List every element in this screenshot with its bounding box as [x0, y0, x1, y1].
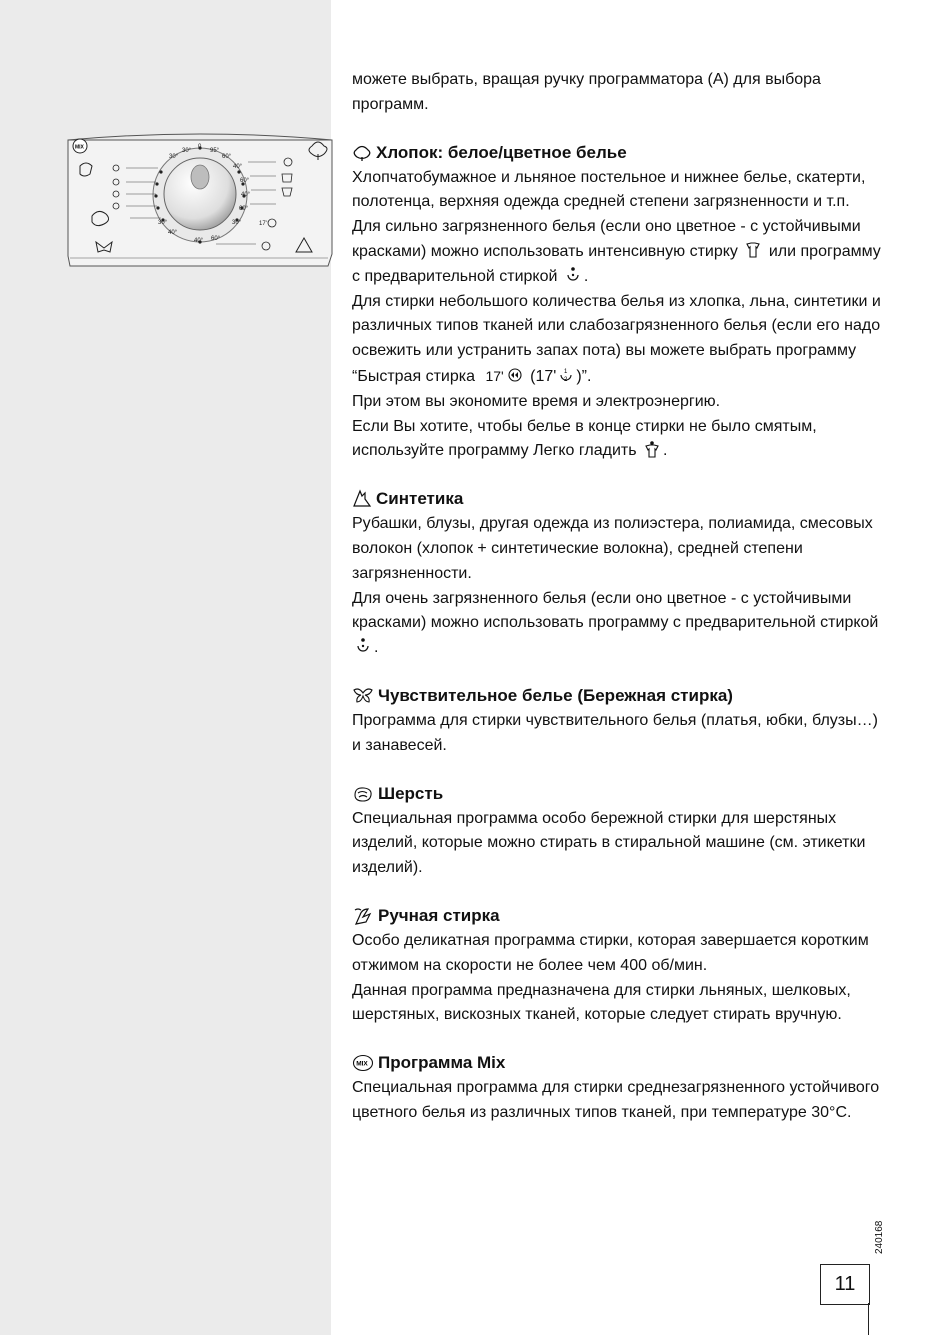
- mix-heading: MIX Программа Mix: [352, 1050, 882, 1076]
- section-cotton: [352, 140, 882, 465]
- cotton-icon: [352, 144, 372, 162]
- intensive-shirt-icon: [744, 241, 762, 259]
- synthetic-text: Рубашки, блузы, другая одежда из полиэстера, полиамида, смесовых волокон (хлопок + синтетические волокна), средней степени загрязненности.: [352, 515, 873, 582]
- svg-text:MIX: MIX: [356, 1060, 368, 1068]
- page-number-rule: [868, 1303, 869, 1335]
- panel-temp-label: 40°: [233, 164, 243, 170]
- handwash-text: Особо деликатная программа стирки, которая завершается коротким отжимом на скорости не более чем 400 об/мин.: [352, 931, 869, 974]
- easy-iron-icon: [643, 440, 661, 458]
- quick-wash-icon: [506, 366, 524, 384]
- svg-text:1: 1: [564, 368, 568, 375]
- butterfly-icon: [352, 687, 374, 705]
- wool-icon: [352, 785, 374, 803]
- panel-temp-label: 30°: [232, 220, 242, 226]
- mix-text: Специальная программа для стирки среднезагрязненного устойчивого цветного белья из различных типов тканей, при температуре 30°С.: [352, 1079, 880, 1121]
- programmer-panel-illustration: [66, 132, 334, 268]
- svg-text:MIX: MIX: [75, 144, 84, 151]
- page-number: 11: [820, 1264, 870, 1305]
- mix-icon: [352, 1054, 374, 1072]
- handwash-text: Данная программа предназначена для стирки льняных, шелковых, шерстяных, вискозных тканей, которые следует стирать вручную.: [352, 981, 851, 1024]
- panel-temp-label: 30°: [182, 148, 192, 154]
- intro-text: можете выбрать, вращая ручку программатора (А) для выбора программ.: [352, 71, 821, 113]
- cotton-text: Хлопчатобумажное и льняное постельное и нижнее белье, скатерти, полотенца, верхняя одежда средней степени загрязненности и т.п.: [352, 168, 866, 211]
- synthetic-heading: Синтетика: [352, 486, 882, 512]
- delicate-heading: Чувствительное белье (Бережная стирка): [352, 683, 882, 709]
- panel-temp-label: 60°: [211, 236, 221, 242]
- section-delicate: [352, 683, 882, 759]
- svg-text:2: 2: [564, 376, 568, 383]
- panel-temp-label: 30°: [169, 154, 179, 160]
- panel-temp-label: 60°: [222, 154, 232, 160]
- synthetic-icon: [352, 489, 372, 509]
- section-mix: [352, 1050, 882, 1126]
- cotton-text: При этом вы экономите время и электроэнергию.: [352, 392, 721, 410]
- panel-temp-label: 30°: [158, 220, 168, 226]
- panel-temp-label: 60°: [239, 206, 249, 212]
- panel-temp-label: 40°: [241, 192, 251, 198]
- wool-heading: Шерсть: [352, 781, 882, 807]
- synthetic-text: Для очень загрязненного белья (если оно цветное - с устойчивыми красками) можно использовать программу с предварительной стиркой .: [352, 589, 879, 657]
- prewash-icon: [354, 637, 372, 655]
- handwash-heading: Ручная стирка: [352, 903, 882, 929]
- section-wool: [352, 781, 882, 881]
- panel-quick-label: 17': [259, 221, 267, 227]
- section-handwash: [352, 903, 882, 1028]
- half-load-icon: [558, 366, 574, 384]
- cotton-heading: Хлопок: белое/цветное белье: [352, 140, 882, 166]
- document-code-container: [874, 1220, 888, 1294]
- document-code: 240168: [874, 1220, 885, 1254]
- section-synthetic: [352, 486, 882, 661]
- panel-temp-label: 40°: [168, 230, 178, 236]
- wool-text: Специальная программа особо бережной стирки для шерстяных изделий, которые можно стирать в стиральной машине (см. этикетки изделий).: [352, 809, 866, 877]
- cotton-text: Если Вы хотите, чтобы белье в конце стирки не было смятым, используйте программу Легко гладить .: [352, 417, 817, 460]
- panel-temp-label: 40°: [194, 238, 204, 244]
- panel-temp-label: 60°: [240, 178, 250, 184]
- handwash-icon: [352, 906, 374, 926]
- panel-temp-label: 0: [198, 144, 202, 150]
- panel-temp-label: 95°: [210, 148, 220, 154]
- main-text-column: [352, 68, 882, 1126]
- delicate-text: Программа для стирки чувствительного белья (платья, юбки, блузы…) и занавесей.: [352, 711, 878, 754]
- prewash-icon: [564, 266, 582, 284]
- cotton-text: Для стирки небольшого количества белья из хлопка, льна, синтетики и различных типов тканей или слабозагрязненного белья (если его надо освежить или устранить запах пота) вы можете выбрать программу “Быстрая стирка 17' (17' 1 2 )”.: [352, 292, 881, 385]
- cotton-text: Для сильно загрязненного белья (если оно цветное - с устойчивыми красками) можно использовать интенсивную стирку или программу с предварительной стиркой .: [352, 218, 881, 285]
